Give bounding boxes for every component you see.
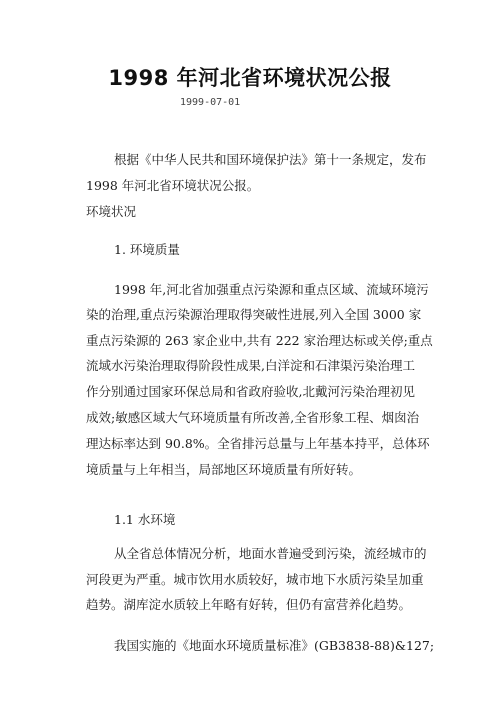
section-heading: 环境状况 xyxy=(86,204,137,219)
paragraph-3-line: 我国实施的《地面水环境质量标准》(GB3838-88)&127; xyxy=(114,638,435,653)
paragraph-1-line: 染的治理,重点污染源治理取得突破性进展,列入全国 3000 家 xyxy=(86,307,422,322)
intro-line-1: 根据《中华人民共和国环境保护法》第十一条规定，发布 xyxy=(114,152,427,167)
paragraph-1-line: 流域水污染治理取得阶段性成果,白洋淀和石津渠污染治理工 xyxy=(86,358,415,373)
publish-date: 1999-07-01 xyxy=(180,97,241,108)
paragraph-1-line: 1998 年,河北省加强重点污染源和重点区域、流域环境污 xyxy=(114,282,429,297)
sub-heading-environment-quality: 1. 环境质量 xyxy=(114,242,180,257)
paragraph-2-line: 河段更为严重。城市饮用水质较好，城市地下水质污染呈加重 xyxy=(86,572,424,587)
sub-heading-water-environment: 1.1 水环境 xyxy=(114,512,176,527)
paragraph-1-line: 作分别通过国家环保总局和省政府验收,北戴河污染治理初见 xyxy=(86,384,415,399)
paragraph-1-line: 理达标率达到 90.8%。全省排污总量与上年基本持平，总体环 xyxy=(86,436,430,451)
paragraph-1-line: 成效;敏感区域大气环境质量有所改善,全省形象工程、烟囱治 xyxy=(86,410,420,425)
paragraph-2-line: 从全省总体情况分析，地面水普遍受到污染，流经城市的 xyxy=(114,546,427,561)
document-title: 1998 年河北省环境状况公报 xyxy=(108,66,392,90)
paragraph-1-line: 重点污染源的 263 家企业中,共有 222 家治理达标或关停;重点 xyxy=(86,333,433,348)
paragraph-1-line: 境质量与上年相当，局部地区环境质量有所好转。 xyxy=(86,462,362,477)
paragraph-2-line: 趋势。湖库淀水质较上年略有好转，但仍有富营养化趋势。 xyxy=(86,597,412,612)
intro-line-2: 1998 年河北省环境状况公报。 xyxy=(86,178,260,193)
